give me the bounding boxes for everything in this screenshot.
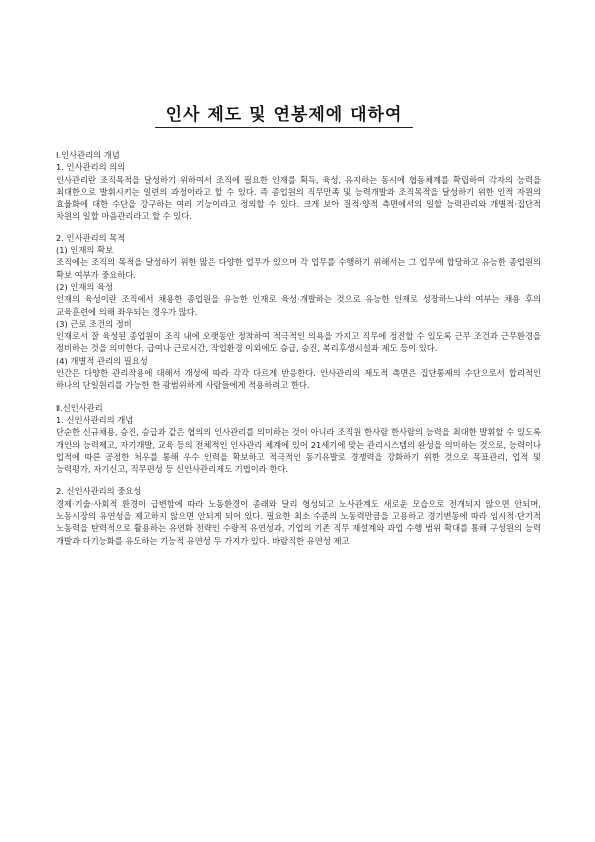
subsection-heading: 1. 신인사관리의 개념 bbox=[56, 414, 134, 425]
paragraph: 단순한 신규채용, 승진, 승급과 같은 협의의 인사관리를 의미하는 것이 아니라 조직원 한사람 한사람의 능력을 최대한 발휘할 수 있도록 개인의 능력제고, 자기개발, 교육 등의 전체적인 인사관리 체계에 있어 21세기에 맞는 관리시스템의 완성을 의미하는 것으로, 능력이나 업적에 따른 공정한 처우를 통해 우수 인력을 확보하고 적극적인 동기유발로 경쟁력을 강화하기 위한 것으로 목표관리, 업적 및 능력평가, 자기신고, 직무편성 등 신인사관리제도 기법이라 한다. bbox=[56, 427, 541, 475]
item-heading: (3) 근로 조건의 정비 bbox=[56, 318, 132, 329]
document-title: 인사 제도 및 연봉제에 대하여 bbox=[165, 105, 403, 125]
subsection-heading: 2. 인사관리의 목적 bbox=[56, 232, 126, 243]
paragraph: 경제·기술·사회적 환경이 급변함에 따라 노동환경이 종래와 달리 형성되고 노사관계도 새로운 모습으로 전개되지 않으면 안되며, 노동시장의 유연성을 제고하지 않으면 안되게 되어 있다. 필요한 최소 수준의 노동력만큼을 고용하고 경기변동에 따라 임시적·단기적 노동력을 탄력적으로 활용하는 유연화 전략인 수량적 유연성과, 기업의 기존 직무 재설계와 과업 수행 범위 확대를 통해 구성원의 능력 개발과 다기능화를 유도하는 기능적 유연성 두 가지가 있다. 바람직한 유연성 제고 bbox=[56, 498, 541, 546]
section-heading: Ⅰ.인사관리의 개념 bbox=[56, 150, 120, 160]
section-heading: Ⅱ.신인사관리 bbox=[56, 402, 103, 413]
paragraph: 조직에는 조직의 목적을 달성하기 위한 많은 다양한 업무가 있으며 각 업무를 수행하기 위해서는 그 업무에 합당하고 유능한 종업원의 확보 여부가 중요하다. bbox=[56, 257, 541, 280]
subsection-heading: 2. 신인사관리의 중요성 bbox=[56, 486, 142, 497]
paragraph: 인사관리란 조직목적을 달성하기 위하여서 조직에 필요한 인재를 획득, 육성, 유지하는 동시에 협동체계를 확립하여 각자의 능력을 최대한으로 발휘시키는 일련의 과정이라고 할 수 있다. 즉 종업원의 직무만족 및 능력개발과 조직목적을 달성하기 위한 인적 자원의 효율화에 대한 수단을 강구하는 여러 기능이라고 정의할 수 있다. 크게 보아 질적·양적 측면에서의 일할 능력관리와 개별적·집단적 차원의 일할 마음관리라고 할 수 있다. bbox=[56, 174, 541, 222]
paragraph: 인재의 육성이란 조직에서 채용한 종업원을 유능한 인재로 육성·개발하는 것으로 유능한 인재로 성장하느냐의 여부는 채용 후의 교육훈련에 의해 좌우되는 경우가 많다. bbox=[56, 294, 541, 317]
title-underline bbox=[155, 127, 413, 128]
paragraph: 인재로서 잘 육성된 종업원이 조직 내에 오랫동안 정착하여 적극적인 의욕을 가지고 직무에 정진할 수 있도록 근무 조건과 근무환경을 정비하는 것을 의미한다. 급여나 근로시간, 작업환경 이외에도 승급, 승진, 복리후생시설과 제도 등이 있다. bbox=[56, 331, 541, 354]
paragraph: 인간은 다양한 관리작용에 대해서 개성에 따라 각각 다르게 반응한다. 인사관리의 제도적 측면은 집단통제의 수단으로서 합리적인 하나의 단일원리를 가능한 한 광범위하게 사람들에게 적용하려고 한다. bbox=[56, 368, 541, 391]
item-heading: (1) 인재의 확보 bbox=[56, 245, 114, 256]
title-block bbox=[155, 100, 413, 125]
item-heading: (4) 개별적 관리의 필요성 bbox=[56, 355, 148, 366]
item-heading: (2) 인재의 육성 bbox=[56, 281, 114, 292]
spacer bbox=[56, 392, 541, 402]
subsection-heading: 1. 인사관리의 의의 bbox=[56, 162, 126, 173]
spacer bbox=[56, 475, 541, 485]
spacer bbox=[56, 223, 541, 232]
document-body bbox=[56, 149, 541, 547]
